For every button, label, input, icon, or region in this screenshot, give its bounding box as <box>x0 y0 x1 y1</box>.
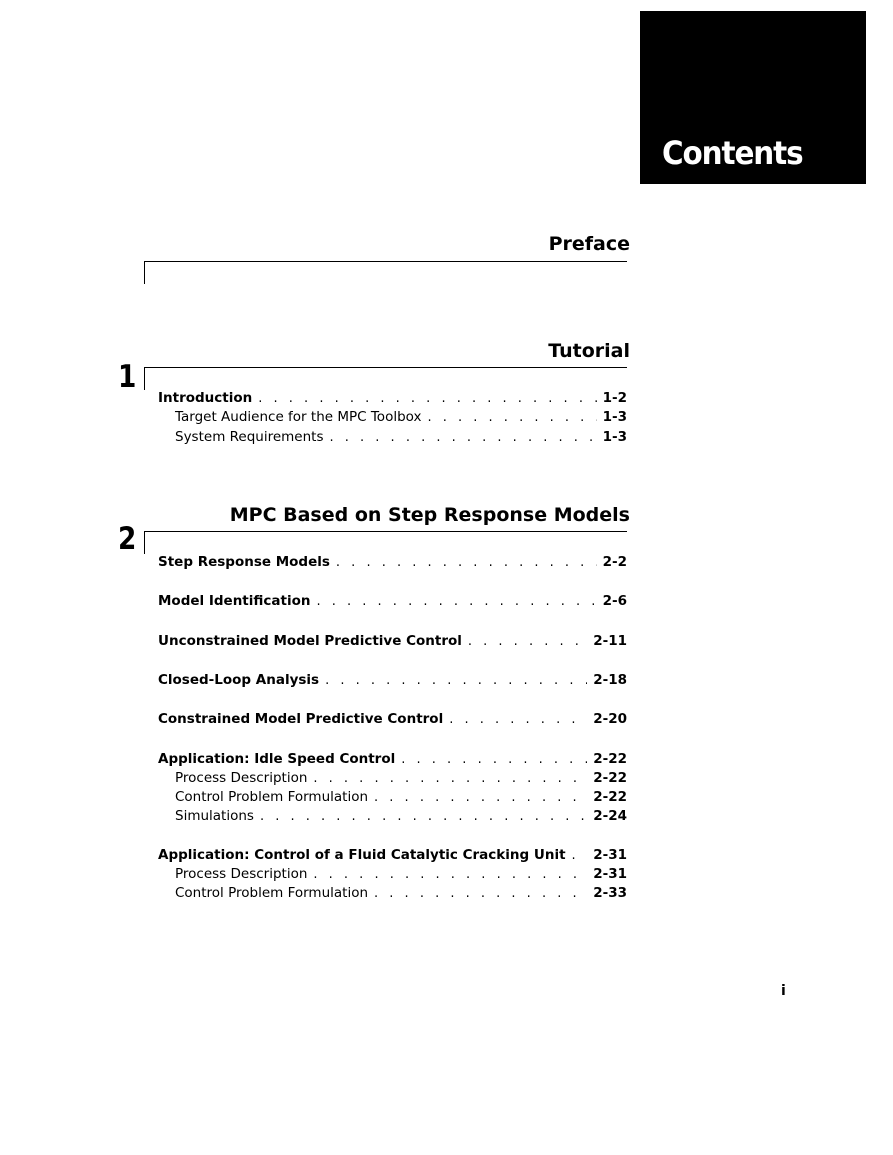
toc-entry[interactable] <box>158 751 627 770</box>
toc-entry-page: 2-6 <box>602 593 627 609</box>
toc-entry-page: 2-22 <box>593 751 627 767</box>
dot-leader <box>374 886 587 901</box>
toc-entry-page: 2-24 <box>593 808 627 824</box>
page-number: i <box>781 983 786 999</box>
toc-entry[interactable] <box>158 554 627 573</box>
toc-entry-page: 2-22 <box>593 789 627 805</box>
toc-entry-label: Control Problem Formulation <box>175 789 369 805</box>
toc-entry[interactable] <box>158 409 627 428</box>
toc-entry-page: 1-3 <box>602 409 627 425</box>
toc-entry-page: 2-31 <box>593 866 627 882</box>
toc-entry-page: 2-2 <box>602 554 627 570</box>
chapter-1-title: Tutorial <box>548 340 630 362</box>
dot-leader <box>313 771 587 786</box>
chapter-2-rule <box>144 531 627 532</box>
toc-entry-page: 2-11 <box>593 633 627 649</box>
toc-entry[interactable] <box>158 429 627 448</box>
toc-entry-page: 1-2 <box>602 390 627 406</box>
dot-leader <box>468 634 587 649</box>
dot-leader <box>572 848 588 863</box>
toc-entry-page: 2-20 <box>593 711 627 727</box>
contents-header-box <box>640 11 866 184</box>
chapter-1-number: 1 <box>118 359 137 395</box>
toc-entry[interactable] <box>158 885 627 904</box>
toc-entry-page: 2-18 <box>593 672 627 688</box>
toc-entry-label: Unconstrained Model Predictive Control <box>158 633 462 649</box>
preface-title: Preface <box>548 233 630 255</box>
dot-leader <box>330 430 597 445</box>
toc-entry[interactable] <box>158 593 627 612</box>
chapter-1-rule-tick <box>144 367 145 390</box>
page-title: Contents <box>662 134 803 172</box>
toc-entry-label: Process Description <box>175 866 308 882</box>
dot-leader <box>401 752 587 767</box>
toc-entry-page: 2-33 <box>593 885 627 901</box>
dot-leader <box>374 790 587 805</box>
toc-entry[interactable] <box>158 711 627 730</box>
toc-entry-label: Simulations <box>175 808 254 824</box>
toc-entry-label: Constrained Model Predictive Control <box>158 711 444 727</box>
dot-leader <box>427 410 596 425</box>
toc-entry-label: System Requirements <box>175 429 324 445</box>
toc-entry-label: Closed-Loop Analysis <box>158 672 320 688</box>
toc-entry-label: Introduction <box>158 390 253 406</box>
toc-entry-page: 2-22 <box>593 770 627 786</box>
toc-entry[interactable] <box>158 789 627 808</box>
toc-entry-page: 1-3 <box>602 429 627 445</box>
chapter-2-title: MPC Based on Step Response Models <box>229 504 630 526</box>
chapter-2-rule-tick <box>144 531 145 554</box>
preface-rule <box>144 261 627 262</box>
toc-entry-page: 2-31 <box>593 847 627 863</box>
dot-leader <box>336 555 597 570</box>
toc-entry-label: Application: Control of a Fluid Catalytic Cracking Unit <box>158 847 566 863</box>
dot-leader <box>260 809 587 824</box>
toc-entry[interactable] <box>158 633 627 652</box>
dot-leader <box>258 391 596 406</box>
dot-leader <box>449 712 587 727</box>
toc-entry-label: Target Audience for the MPC Toolbox <box>175 409 422 425</box>
chapter-2-number: 2 <box>118 521 137 557</box>
toc-entry-label: Application: Idle Speed Control <box>158 751 396 767</box>
dot-leader <box>325 673 587 688</box>
toc-entry-label: Model Identification <box>158 593 311 609</box>
toc-entry-label: Control Problem Formulation <box>175 885 369 901</box>
toc-entry[interactable] <box>158 866 627 885</box>
toc-entry-label: Step Response Models <box>158 554 330 570</box>
toc-entry[interactable] <box>158 390 627 409</box>
dot-leader <box>316 594 596 609</box>
toc-entry-label: Process Description <box>175 770 308 786</box>
toc-entry[interactable] <box>158 672 627 691</box>
chapter-1-rule <box>144 367 627 368</box>
toc-entry[interactable] <box>158 770 627 789</box>
preface-rule-tick <box>144 261 145 284</box>
toc-entry[interactable] <box>158 808 627 827</box>
dot-leader <box>313 867 587 882</box>
toc-entry[interactable] <box>158 847 627 866</box>
